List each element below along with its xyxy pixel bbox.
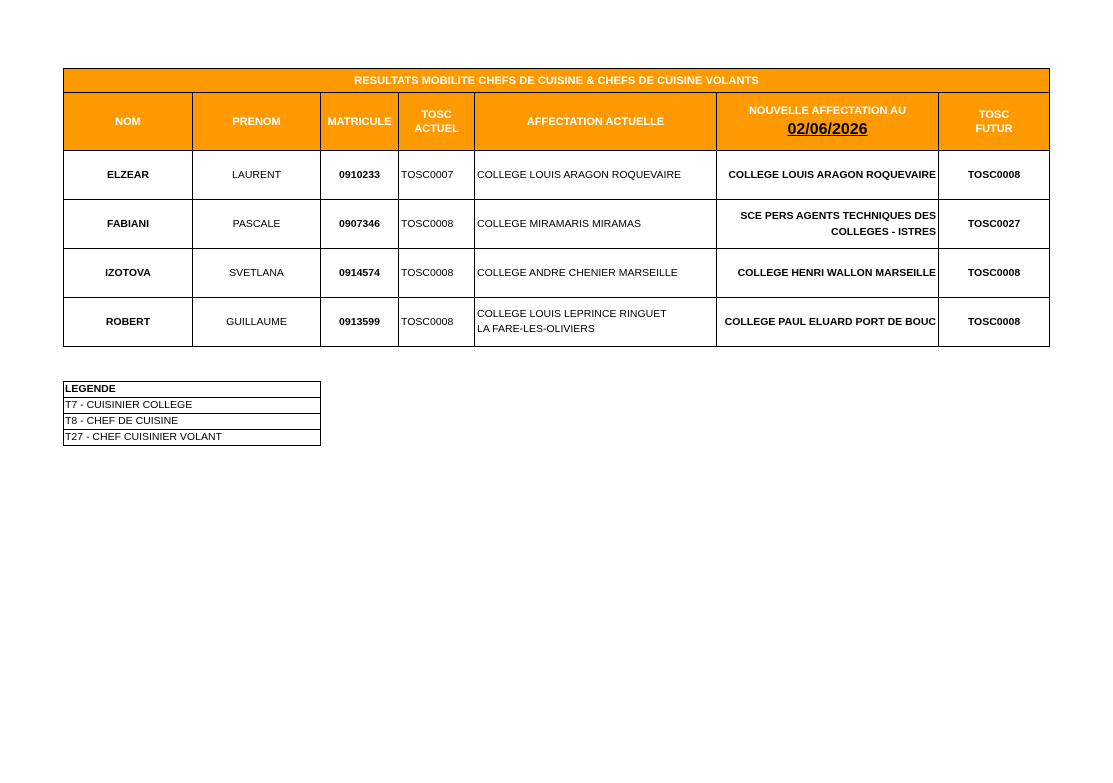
cell-matricule: 0914574	[321, 249, 399, 298]
legend-table	[63, 381, 321, 446]
cell-nouvelle-affectation-line: COLLEGE HENRI WALLON MARSEILLE	[737, 267, 936, 279]
cell-affectation-actuelle	[475, 298, 717, 347]
cell-nouvelle-affectation-line: COLLEGE LOUIS ARAGON ROQUEVAIRE	[728, 169, 936, 181]
cell-prenom: SVETLANA	[193, 249, 321, 298]
table-title: RESULTATS MOBILITE CHEFS DE CUISINE & CHEFS DE CUISINE VOLANTS	[64, 69, 1050, 93]
header-tosc-actuel	[399, 93, 475, 151]
cell-prenom: GUILLAUME	[193, 298, 321, 347]
table-header-row	[64, 93, 1050, 151]
cell-tosc-actuel: TOSC0008	[399, 249, 475, 298]
cell-nouvelle-affectation-line: SCE PERS AGENTS TECHNIQUES DES	[740, 210, 936, 222]
cell-tosc-futur: TOSC0008	[939, 151, 1050, 200]
cell-affectation-actuelle	[475, 151, 717, 200]
table-row	[64, 151, 1050, 200]
cell-tosc-futur: TOSC0008	[939, 298, 1050, 347]
legend-item: T8 - CHEF DE CUISINE	[64, 414, 321, 430]
header-tosc-futur	[939, 93, 1050, 151]
table-row	[64, 298, 1050, 347]
cell-nouvelle-affectation	[717, 298, 939, 347]
cell-affectation-actuelle	[475, 200, 717, 249]
cell-tosc-futur: TOSC0008	[939, 249, 1050, 298]
legend-title-row	[64, 382, 321, 398]
header-nouvelle-affectation-date: 02/06/2026	[787, 121, 868, 138]
header-tosc-actuel-line2: ACTUEL	[414, 122, 459, 135]
legend-title: LEGENDE	[64, 382, 321, 398]
header-tosc-actuel-line1: TOSC	[421, 108, 452, 121]
cell-tosc-actuel: TOSC0007	[399, 151, 475, 200]
cell-tosc-actuel: TOSC0008	[399, 200, 475, 249]
cell-affectation-actuelle	[475, 249, 717, 298]
cell-matricule: 0913599	[321, 298, 399, 347]
cell-nouvelle-affectation	[717, 151, 939, 200]
cell-nom: ROBERT	[64, 298, 193, 347]
header-tosc-futur-line1: TOSC	[978, 108, 1010, 121]
cell-matricule: 0910233	[321, 151, 399, 200]
cell-tosc-actuel: TOSC0008	[399, 298, 475, 347]
table-row	[64, 249, 1050, 298]
cell-tosc-futur: TOSC0027	[939, 200, 1050, 249]
cell-affectation-actuelle-line: LA FARE-LES-OLIVIERS	[477, 323, 595, 335]
legend-row	[64, 398, 321, 414]
cell-affectation-actuelle-line: COLLEGE ANDRE CHENIER MARSEILLE	[477, 266, 678, 279]
cell-prenom: PASCALE	[193, 200, 321, 249]
cell-nom: ELZEAR	[64, 151, 193, 200]
cell-nouvelle-affectation	[717, 200, 939, 249]
header-prenom: PRENOM	[193, 93, 321, 151]
header-tosc-futur-line2: FUTUR	[975, 122, 1013, 135]
header-affectation-actuelle: AFFECTATION ACTUELLE	[475, 93, 717, 151]
cell-nouvelle-affectation-line: COLLEGE PAUL ELUARD PORT DE BOUC	[724, 316, 936, 328]
cell-prenom: LAURENT	[193, 151, 321, 200]
cell-affectation-actuelle-line: COLLEGE LOUIS ARAGON ROQUEVAIRE	[477, 168, 682, 181]
header-nom: NOM	[64, 93, 193, 151]
legend-row	[64, 430, 321, 446]
legend-row	[64, 414, 321, 430]
header-nouvelle-affectation	[717, 93, 939, 151]
header-matricule: MATRICULE	[321, 93, 399, 151]
cell-affectation-actuelle-line: COLLEGE LOUIS LEPRINCE RINGUET	[477, 308, 667, 320]
header-nouvelle-affectation-label: NOUVELLE AFFECTATION AU	[748, 105, 907, 117]
results-table	[63, 68, 1050, 347]
legend-item: T27 - CHEF CUISINIER VOLANT	[64, 430, 321, 446]
table-row	[64, 200, 1050, 249]
legend-item: T7 - CUISINIER COLLEGE	[64, 398, 321, 414]
cell-matricule: 0907346	[321, 200, 399, 249]
cell-nom: IZOTOVA	[64, 249, 193, 298]
table-title-row	[64, 69, 1050, 93]
cell-nom: FABIANI	[64, 200, 193, 249]
cell-affectation-actuelle-line: COLLEGE MIRAMARIS MIRAMAS	[477, 217, 641, 230]
cell-nouvelle-affectation-line: COLLEGES - ISTRES	[830, 226, 936, 238]
cell-nouvelle-affectation	[717, 249, 939, 298]
